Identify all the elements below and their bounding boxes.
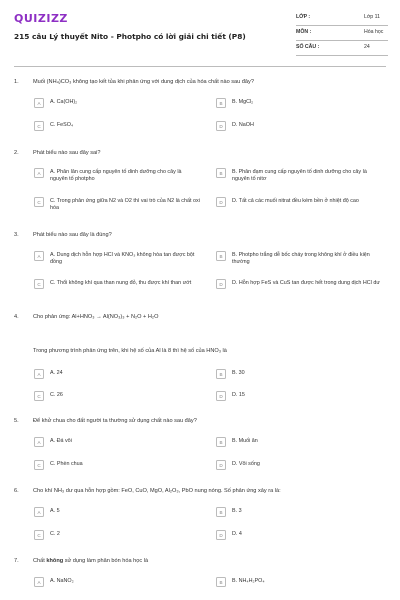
question-text: Cho phản ứng: Al+HNO₃ → Al(NO₃)₃ + N₂O + H₂O — [33, 314, 159, 320]
option-text: C. Thổi không khí qua than nung đỏ, thu được khí than ướt — [50, 280, 192, 286]
option-letter: B — [216, 507, 226, 517]
meta-key: MÔN : — [296, 29, 312, 35]
meta-value: Hóa học — [364, 29, 384, 35]
option-text: B. Muối ăn — [232, 438, 258, 444]
meta-underline — [296, 25, 388, 26]
option-letter: C — [34, 391, 44, 401]
option-text: C. 2 — [50, 531, 60, 537]
option-text: A. Phân lân cung cấp nguyên tố dinh dưỡng cho cây là nguyên tố photpho — [50, 169, 182, 182]
option-text: B. NH₄H₂PO₄ — [232, 578, 265, 584]
question-number: 3. — [14, 232, 19, 238]
option-text: B. 3 — [232, 508, 242, 514]
option-text: A. 24 — [50, 370, 63, 376]
option-letter: C — [34, 460, 44, 470]
question-text-emphasis: không — [46, 558, 64, 564]
question-number: 7. — [14, 558, 19, 564]
question-number: 4. — [14, 314, 19, 320]
question-number: 6. — [14, 488, 19, 494]
option-letter: D — [216, 391, 226, 401]
option-letter: B — [216, 251, 226, 261]
option-text: A. Đá vôi — [50, 438, 72, 444]
option-text: B. Photpho trắng dễ bốc cháy trong không khí ở điều kiện thường — [232, 252, 370, 265]
question-text: Để khử chua cho đất người ta thường sử dụng chất nào sau đây? — [33, 418, 197, 424]
meta-subject — [296, 27, 388, 41]
question-text: Cho khí NH₃ dư qua hỗn hợp gồm: FeO, CuO, MgO, Al₂O₃, PbO nung nóng. Số phản ứng xảy ra là: — [33, 488, 281, 494]
option-letter: A — [34, 369, 44, 379]
option-text: B. Phân đạm cung cấp nguyên tố dinh dưỡng cho cây là nguyên tố nitơ — [232, 169, 367, 182]
option-letter: B — [216, 577, 226, 587]
option-text: D. 15 — [232, 392, 245, 398]
quizizz-logo: QUIZIZZ — [14, 12, 68, 25]
option-letter: D — [216, 197, 226, 207]
option-letter: C — [34, 530, 44, 540]
meta-grade — [296, 12, 388, 26]
question-text: Phát biểu nào sau đây là đúng? — [33, 232, 112, 238]
option-text: A. Dung dịch hỗn hợp HCl và KNO₃ không hòa tan được bột đồng — [50, 252, 195, 265]
question-number: 5. — [14, 418, 19, 424]
option-letter: C — [34, 121, 44, 131]
option-letter: A — [34, 98, 44, 108]
meta-key: LỚP : — [296, 14, 311, 20]
option-text: D. 4 — [232, 531, 242, 537]
option-letter: B — [216, 98, 226, 108]
option-letter: A — [34, 251, 44, 261]
option-letter: A — [34, 507, 44, 517]
option-text: D. Hỗn hợp FeS và CuS tan được hết trong dung dịch HCl dư — [232, 280, 380, 286]
header-divider — [14, 66, 386, 67]
meta-value: Lớp 11 — [364, 14, 380, 20]
document-header — [0, 0, 400, 64]
option-text: A. Ca(OH)₂ — [50, 99, 78, 105]
question-subtext: Trong phương trình phản ứng trên, khi hệ số của Al là 8 thì hệ số của HNO₃ là — [33, 348, 227, 354]
option-text: A. 5 — [50, 508, 60, 514]
document-title: 215 câu Lý thuyết Nito - Photpho có lời giải chi tiết (P8) — [14, 32, 246, 41]
option-letter: D — [216, 121, 226, 131]
question-number: 2. — [14, 150, 19, 156]
question-text: Phát biểu nào sau đây sai? — [33, 150, 101, 156]
option-text: C. 26 — [50, 392, 63, 398]
option-letter: B — [216, 168, 226, 178]
option-letter: A — [34, 168, 44, 178]
meta-question-count — [296, 42, 388, 56]
option-text: C. FeSO₄ — [50, 122, 74, 128]
meta-underline — [296, 40, 388, 41]
option-letter: D — [216, 530, 226, 540]
option-letter: D — [216, 279, 226, 289]
option-letter: A — [34, 577, 44, 587]
question-text-pre: Chất — [33, 558, 47, 564]
question-text — [33, 558, 383, 566]
question-text-post: sử dụng làm phân bón hóa học là — [63, 558, 149, 564]
option-letter: D — [216, 460, 226, 470]
option-letter: C — [34, 197, 44, 207]
option-letter: A — [34, 437, 44, 447]
option-letter: B — [216, 437, 226, 447]
option-text: D. NaOH — [232, 122, 254, 128]
option-text: B. 30 — [232, 370, 245, 376]
option-letter: B — [216, 369, 226, 379]
question-number: 1. — [14, 79, 19, 85]
option-text: D. Tất cả các muối nitrat đều kém bền ở nhiệt độ cao — [232, 198, 359, 204]
option-text: C. Trong phản ứng giữa N2 và O2 thì vai trò của N2 là chất oxi hóa — [50, 198, 200, 211]
option-letter: C — [34, 279, 44, 289]
meta-underline — [296, 55, 388, 56]
option-text: D. Vôi sống — [232, 461, 260, 467]
option-text: B. MgCl₂ — [232, 99, 254, 105]
option-text: C. Phèn chua — [50, 461, 83, 467]
question-text: Muối (NH₄)CO₃ không tạo kết tủa khi phản ứng với dung dịch của hóa chất nào sau đây? — [33, 79, 254, 85]
meta-value: 24 — [364, 44, 370, 50]
option-text: A. NaNO₂ — [50, 578, 74, 584]
meta-key: SỐ CÂU : — [296, 44, 320, 50]
